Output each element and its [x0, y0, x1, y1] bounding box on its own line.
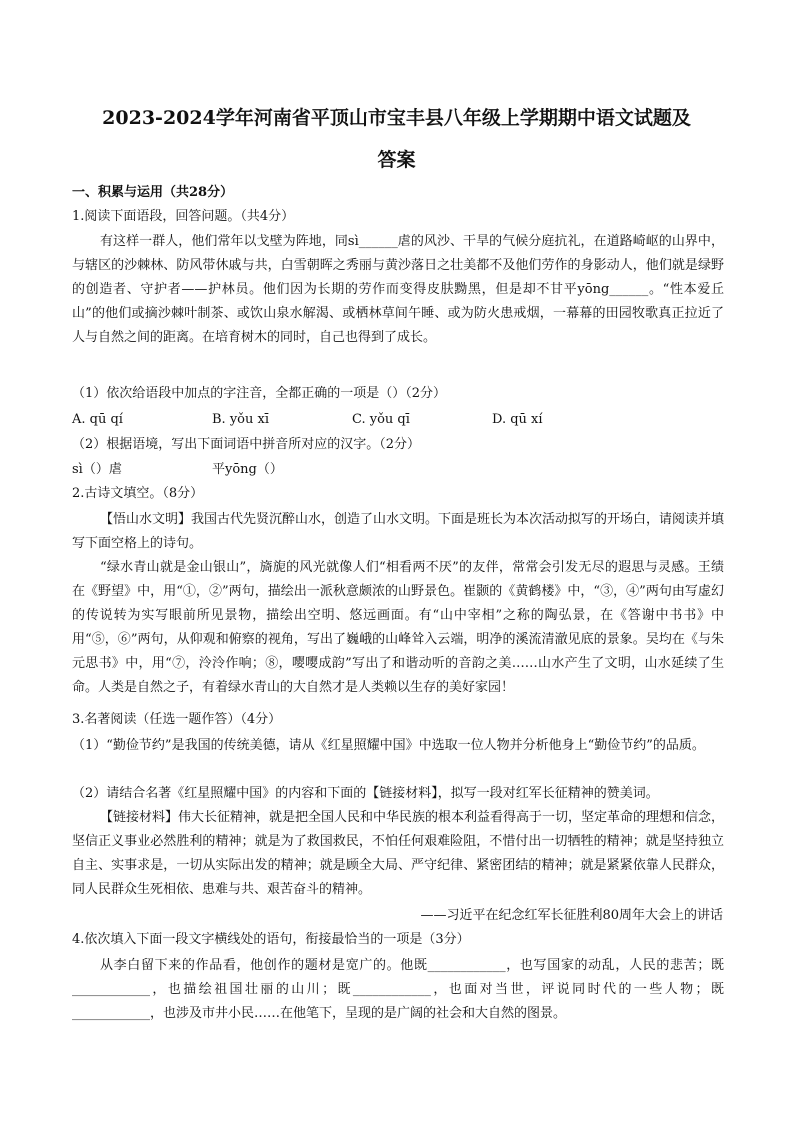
option-a: A. qū qí	[72, 412, 123, 427]
question-3-material: 【链接材料】伟大长征精神，就是把全国人民和中华民族的根本利益看得高于一切，坚定革命的理想和信念，坚信正义事业必然胜利的精神；就是为了救国救民，不怕任何艰难险阻，不惜付出一切牺牲的精神；就是坚持独立自主、实事求是，一切从实际出发的精神；就是顾全大局、严守纪律、紧密团结的精神；就是紧紧依靠人民群众，同人民群众生死相依、患难与共、艰苦奋斗的精神。	[72, 810, 725, 897]
question-1-sub2: （2）根据语境，写出下面词语中拼音所对应的汉字。（2分）	[72, 437, 421, 452]
question-4-stem: 4.依次填入下面一段文字横线处的语句，衔接最恰当的一项是（3分）	[72, 932, 470, 947]
question-2-stem: 2.古诗文填空。（8分）	[72, 486, 204, 501]
pinyin-item-yong: 平yōng（）	[212, 462, 283, 477]
option-d: D. qū xí	[492, 412, 543, 427]
option-c: C. yǒu qī	[352, 412, 410, 427]
question-2-passage: “绿水青山就是金山银山”，旖旎的风光就像人们“相看两不厌”的友伴，常常会引发无尽的遐思与灵感。王绩在《野望》中，用“①，②”两句，描绘出一派秋意颇浓的山野景色。崔颢的《黄鹤楼》中，“③，④”两句由写虚幻的传说转为实写眼前所见景物，描绘出空明、悠远画面。有“山中宰相”之称的陶弘景，在《答谢中书书》中用“⑤，⑥”两句，从仰观和俯察的视角，写出了巍峨的山峰耸入云端，明净的溪流清澈见底的景象。吴均在《与朱元思书》中，用“⑦，泠泠作响；⑧，嘤嘤成韵”写出了和谐动听的音韵之美……山水产生了文明，山水延续了生命。人类是自然之子，有着绿水青山的大自然才是人类赖以生存的美好家园！	[72, 560, 724, 695]
question-1-sub2-items	[72, 460, 283, 480]
material-source: ——习近平在纪念红军长征胜利80周年大会上的讲话	[420, 908, 723, 923]
option-b: B. yǒu xī	[212, 412, 269, 427]
question-1-passage: 有这样一群人，他们常年以戈壁为阵地，同sì______虐的风沙、干旱的气候分庭抗礼，在道路崎岖的山界中，与辖区的沙棘林、防风带休戚与共，白雪朝晖之秀丽与黄沙落日之壮美都不及他们劳作的身影动人，他们就是绿野的创造者、守护者——护林员。他们因为长期的劳作而变得皮肤黝黑，但是却不甘平yōng______。“性本爱丘山”的他们或摘沙棘叶制茶、或饮山泉水解渴、或栖林草间午睡、或为防火患戒烟，一幕幕的田园牧歌真正拉近了人与自然之间的距离。在培育树木的同时，自己也得到了成长。	[72, 234, 724, 345]
question-3-sub2: （2）请结合名著《红星照耀中国》的内容和下面的【链接材料】，拟写一段对红军长征精神的赞美词。	[72, 786, 659, 801]
document-title-line2: 答案	[377, 149, 416, 171]
document-title-line1: 2023-2024学年河南省平顶山市宝丰县八年级上学期期中语文试题及	[102, 107, 691, 129]
question-4-passage: 从李白留下来的作品看，他创作的题材是宽广的。他既____________，也写国家的动乱，人民的悲苦；既____________，也描绘祖国壮丽的山川；既____________，也面对当世，评说同时代的一些人物；既____________，也涉及市井小民……在他笔下，呈现的是广阔的社会和大自然的图景。	[72, 958, 724, 1021]
section-heading: 一、积累与运用（共28分）	[72, 185, 234, 200]
question-1-options	[72, 410, 632, 430]
question-1-stem: 1.阅读下面语段，回答问题。（共4分）	[72, 209, 295, 224]
pinyin-item-si: sì（）虐	[72, 462, 122, 477]
question-2-intro: 【悟山水文明】我国古代先贤沉醉山水，创造了山水文明。下面是班长为本次活动拟写的开场白，请阅读并填写下面空格上的诗句。	[72, 512, 725, 551]
question-3-sub1: （1）“勤俭节约”是我国的传统美德，请从《红星照耀中国》中选取一位人物并分析他身上“勤俭节约”的品质。	[72, 738, 705, 753]
question-3-stem: 3.名著阅读（任选一题作答）（4分）	[72, 712, 282, 727]
question-1-sub1: （1）依次给语段中加点的字注音，全都正确的一项是（）（2分）	[72, 386, 447, 401]
